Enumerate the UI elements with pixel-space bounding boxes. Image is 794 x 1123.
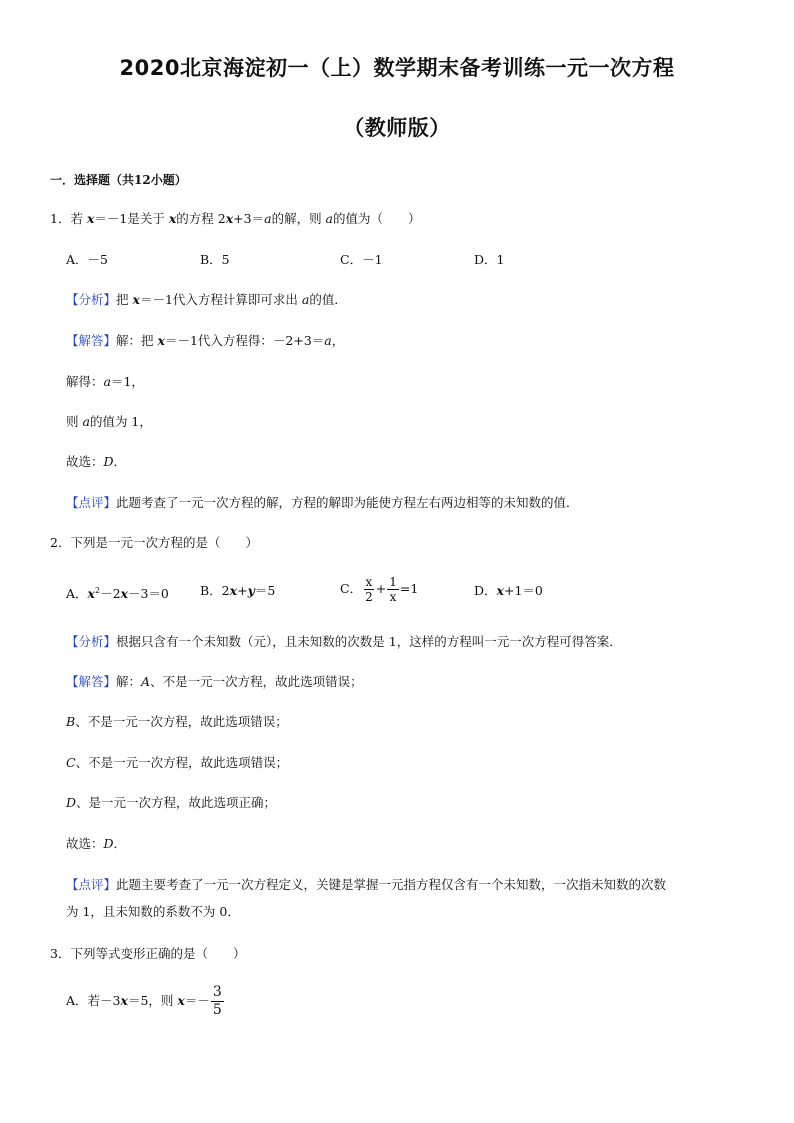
analysis-tag: 【分析】 xyxy=(66,292,117,307)
q1-option-d: D．1 xyxy=(474,252,505,267)
question-2-stem: 2．下列是一元一次方程的是（ ） xyxy=(50,535,258,550)
fraction: $\frac{1}{x}$ xyxy=(389,575,397,604)
q1-comment: 【点评】此题考查了一元一次方程的解，方程的解即为能使方程左右两边相等的未知数的值． xyxy=(66,495,579,510)
q1-option-a: A．－5 xyxy=(66,252,108,267)
q2-option-c: C． $\frac{x}{2}$ + $\frac{1}{x}$ =1 xyxy=(340,575,419,604)
answer-tag: 【解答】 xyxy=(66,333,117,348)
q2-choose-line: 故选：D． xyxy=(66,836,127,851)
q2-option-d: D．x+1＝0 xyxy=(474,583,543,598)
q2-option-b: B．2x+y＝5 xyxy=(200,583,276,598)
q1-solve-line: 解得：a＝1， xyxy=(66,374,144,389)
question-3-stem: 3．下列等式变形正确的是（ ） xyxy=(50,946,246,961)
section-heading: 一．选择题（共12小题） xyxy=(50,173,187,187)
q2-comment-cont: 为 1，且未知数的系数不为 0． xyxy=(66,904,240,919)
q2-line-b: B、不是一元一次方程，故此选项错误； xyxy=(66,714,288,729)
q1-then-line: 则 a的值为 1， xyxy=(66,414,152,429)
answer-tag: 【解答】 xyxy=(66,674,117,689)
question-1-stem: 1．若 x＝－1是关于 x的方程 2x+3＝a的解，则 a的值为（ ） xyxy=(50,211,421,226)
q1-answer: 【解答】解：把 x＝－1代入方程得：－2+3＝a， xyxy=(66,333,345,348)
q1-option-b: B．5 xyxy=(200,252,230,267)
q2-analysis: 【分析】根据只含有一个未知数（元），且未知数的次数是 1，这样的方程叫一元一次方程可得答案． xyxy=(66,634,622,649)
analysis-tag: 【分析】 xyxy=(66,634,117,649)
q2-line-d: D、是一元一次方程，故此选项正确； xyxy=(66,795,277,810)
q2-line-c: C、不是一元一次方程，故此选项错误； xyxy=(66,755,289,770)
q1-analysis: 【分析】把 x＝－1代入方程计算即可求出 a的值． xyxy=(66,292,347,307)
fraction: $\frac{x}{2}$ xyxy=(365,575,373,604)
q2-comment: 【点评】此题主要考查了一元一次方程定义，关键是掌握一元指方程仅含有一个未知数，一次指未知数的次数 xyxy=(66,877,667,892)
document-title: 2020北京海淀初一（上）数学期末备考训练一元一次方程 xyxy=(119,56,675,80)
q3-option-a: A．若－3x＝5，则 x＝－ $\frac{3}{5}$ xyxy=(66,984,222,1018)
fraction: $\frac{3}{5}$ xyxy=(212,984,222,1018)
q1-choose-line: 故选：D． xyxy=(66,454,127,469)
comment-tag: 【点评】 xyxy=(66,877,117,892)
q1-option-c: C．－1 xyxy=(340,252,383,267)
document-subtitle: （教师版） xyxy=(343,116,451,140)
q2-option-a: A．$x^2-2x-3=0$ xyxy=(66,586,169,602)
q2-answer: 【解答】解：A、不是一元一次方程，故此选项错误； xyxy=(66,674,363,689)
comment-tag: 【点评】 xyxy=(66,495,117,510)
